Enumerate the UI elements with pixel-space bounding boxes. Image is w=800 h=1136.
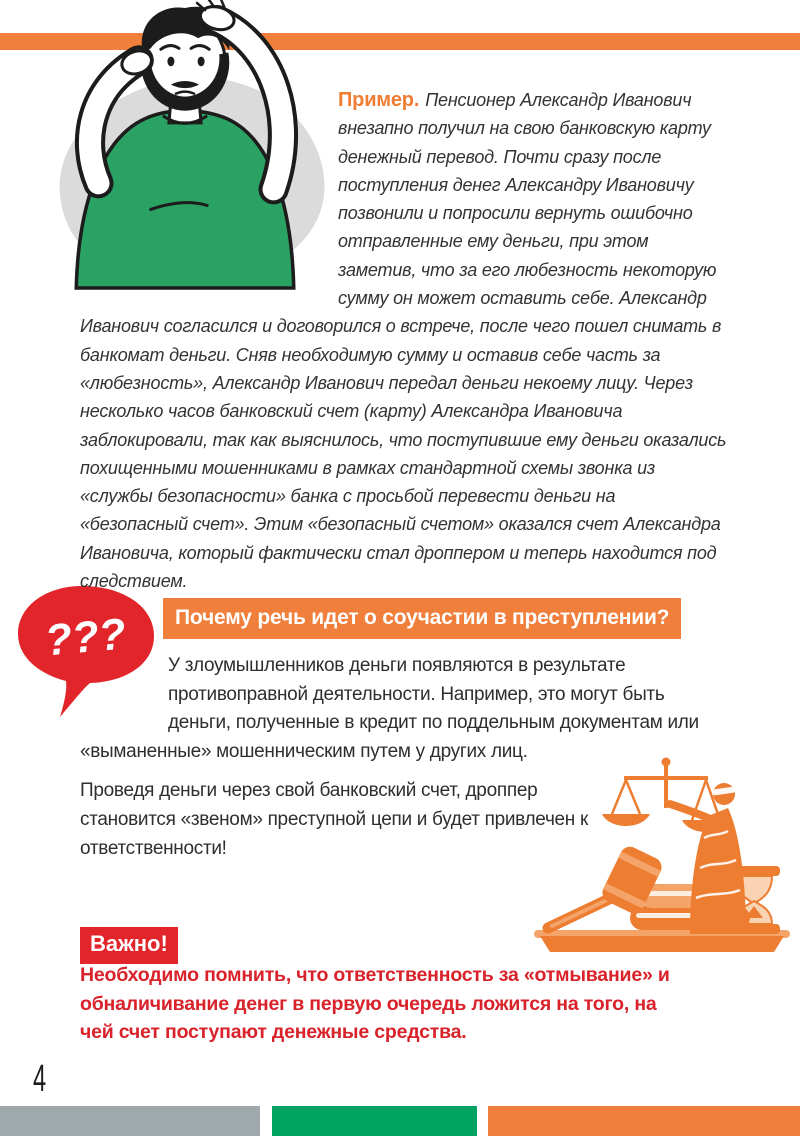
section-heading: Почему речь идет о соучастии в преступлении?	[163, 598, 681, 639]
example-label: Пример.	[338, 89, 420, 111]
important-text: Необходимо помнить, что ответственность за «отмывание» и обналичивание денег в первую очередь ложится на того, на чей счет поступают денежные средства.	[80, 964, 670, 1043]
footer-bar-green	[272, 1106, 477, 1136]
body-paragraph-2: Проведя деньги через свой банковский счет, дроппер становится «звеном» преступной цепи и будет привлечен к ответственности!	[80, 780, 588, 859]
example-text: Пенсионер Александр Иванович внезапно получил на свою банковскую карту денежный перевод. Почти сразу после поступления денег Александру Ивановичу позвонили и попросили вернуть ошибочно отправленные ему деньги, при этом заметив, что за его любезность некоторую сумму он может оставить себе. Александр Иванович согласился и договорился о встрече, после чего пошел снимать в банкомат деньги. Сняв необходимую сумму и оставив себе часть за «любезность», Александр Иванович передал деньги некоему лицу. Через несколько часов банковский счет (карту) Александра Ивановича заблокировали, так как выяснилось, что поступившие ему деньги оказались похищенными мошенниками в рамках стандартной схемы звонка из «службы безопасности» банка с просьбой перевести деньги на «безопасный счет». Этим «безопасный счетом» оказался счет Александра Ивановича, который фактически стал дроппером и теперь находится под следствием.	[80, 90, 727, 592]
body-paragraph-1	[80, 652, 728, 766]
footer-bar-orange	[488, 1106, 800, 1136]
important-label: Важно!	[80, 927, 178, 964]
bubble-question-marks: ???	[43, 609, 128, 666]
footer-bar-gray	[0, 1106, 260, 1136]
example-paragraph	[80, 86, 728, 595]
bubble-text-wrap-spacer	[80, 652, 168, 737]
illustration-text-wrap-spacer	[80, 86, 338, 311]
body-paragraph-1-text: У злоумышленников деньги появляются в результате противоправной деятельности. Например, это могут быть деньги, полученные в кредит по поддельным документам или «выманенные» мошенническим путем у других лиц.	[80, 655, 699, 762]
page-number: 4	[33, 1058, 47, 1100]
